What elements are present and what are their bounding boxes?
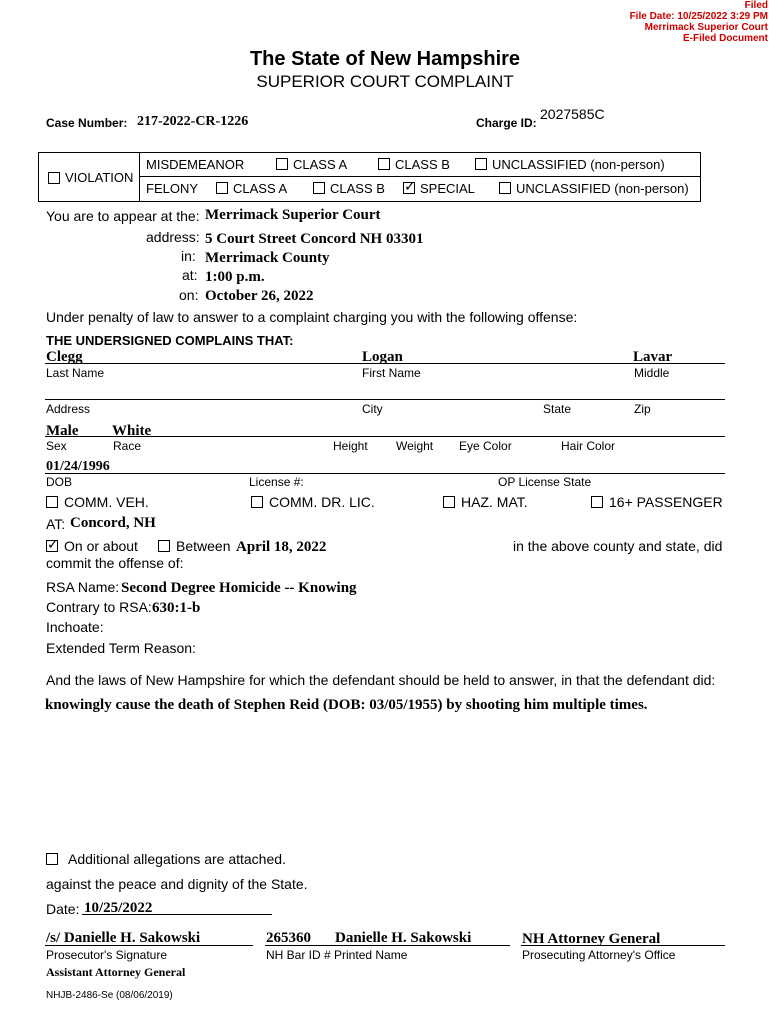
state-label: State (543, 402, 572, 416)
on-or-about-checkbox[interactable] (46, 540, 58, 552)
appear-intro: You are to appear at the: (46, 208, 200, 224)
fel-class-b-checkbox[interactable] (313, 182, 325, 194)
bar-id-value: 265360 (266, 930, 311, 946)
county-state-text: in the above county and state, did (513, 538, 723, 554)
first-name-label: First Name (362, 366, 421, 380)
commit-text: commit the offense of: (46, 555, 184, 571)
last-name-label: Last Name (46, 366, 105, 380)
bar-id-label: NH Bar ID # Printed Name (266, 948, 408, 962)
fel-class-b-label: CLASS B (330, 181, 385, 196)
rsa-name-value: Second Degree Homicide -- Knowing (121, 580, 357, 596)
middle-name-label: Middle (634, 366, 670, 380)
misd-class-a-checkbox[interactable] (276, 158, 288, 170)
office-value: NH Attorney General (522, 931, 661, 947)
fel-class-a-checkbox[interactable] (216, 182, 228, 194)
misd-unclassified-label: UNCLASSIFIED (non-person) (492, 157, 665, 172)
haz-mat-checkbox[interactable] (443, 496, 455, 508)
appear-in-label: in: (181, 248, 196, 264)
appear-on-label: on: (179, 287, 199, 303)
fel-special-label: SPECIAL (420, 181, 475, 196)
last-name-value: Clegg (46, 349, 83, 365)
misd-class-a-label: CLASS A (293, 157, 348, 172)
zip-label: Zip (634, 402, 651, 416)
filing-date: File Date: 10/25/2022 3:29 PM (629, 11, 768, 22)
sex-label: Sex (46, 439, 67, 453)
appear-address-label: address: (146, 229, 200, 245)
case-number-label: Case Number: (46, 116, 128, 130)
charge-id: 2027585C (540, 106, 605, 122)
op-license-state-label: OP License State (498, 475, 592, 489)
offense-date: April 18, 2022 (236, 539, 327, 555)
additional-allegations-label: Additional allegations are attached. (68, 851, 286, 867)
offense-description: knowingly cause the death of Stephen Reid (DOB: 03/05/1955) by shooting him multiple times. (45, 697, 648, 713)
inchoate-label: Inchoate: (46, 619, 104, 635)
dob-value: 01/24/1996 (46, 459, 110, 474)
filing-court: Merrimack Superior Court (644, 22, 768, 33)
height-label: Height (333, 439, 368, 453)
passenger-checkbox[interactable] (591, 496, 603, 508)
comm-dr-lic-label: COMM. DR. LIC. (269, 494, 375, 510)
printed-name-value: Danielle H. Sakowski (335, 930, 472, 946)
misd-class-b-label: CLASS B (395, 157, 450, 172)
violation-checkbox[interactable] (48, 172, 60, 184)
eye-color-label: Eye Color (459, 439, 512, 453)
offense-location: Concord, NH (70, 515, 156, 531)
appear-court: Merrimack Superior Court (205, 207, 381, 223)
appear-time: 1:00 p.m. (205, 269, 265, 285)
complaint-heading: THE UNDERSIGNED COMPLAINS THAT: (46, 333, 294, 348)
city-label: City (362, 402, 383, 416)
offense-at-label: AT: (46, 516, 66, 532)
on-or-about-label: On or about (64, 538, 138, 554)
penalty-text: Under penalty of law to answer to a complaint charging you with the following offense: (46, 309, 578, 325)
felony-label: FELONY (146, 181, 199, 196)
license-label: License #: (249, 475, 304, 489)
address-label: Address (46, 402, 91, 416)
filing-stamp (630, 0, 768, 44)
prosecutor-title: Assistant Attorney General (46, 965, 186, 979)
rsa-value: 630:1-b (152, 600, 201, 616)
office-label: Prosecuting Attorney's Office (522, 948, 676, 962)
fel-unclassified-label: UNCLASSIFIED (non-person) (516, 181, 689, 196)
charge-id-label: Charge ID: (476, 116, 537, 130)
appear-at-label: at: (182, 267, 198, 283)
misdemeanor-label: MISDEMEANOR (146, 157, 245, 172)
date-label: Date: (46, 901, 80, 917)
race-label: Race (113, 439, 142, 453)
misd-unclassified-checkbox[interactable] (475, 158, 487, 170)
haz-mat-label: HAZ. MAT. (461, 494, 528, 510)
between-label: Between (176, 538, 231, 554)
laws-text: And the laws of New Hampshire for which the defendant should be held to answer, in that the defendant did: (46, 672, 716, 688)
prosecutor-signature: /s/ Danielle H. Sakowski (46, 930, 201, 946)
violation-label: VIOLATION (65, 170, 134, 185)
fel-unclassified-checkbox[interactable] (499, 182, 511, 194)
comm-dr-lic-checkbox[interactable] (251, 496, 263, 508)
case-number: 217-2022-CR-1226 (137, 114, 249, 129)
fel-class-a-label: CLASS A (233, 181, 288, 196)
passenger-label: 16+ PASSENGER (609, 494, 723, 510)
page-title: The State of New Hampshire (249, 48, 521, 70)
between-checkbox[interactable] (158, 540, 170, 552)
filing-filed: Filed (744, 0, 768, 11)
appear-date: October 26, 2022 (205, 288, 314, 304)
misd-class-b-checkbox[interactable] (378, 158, 390, 170)
appear-address: 5 Court Street Concord NH 03301 (205, 231, 424, 247)
race-value: White (112, 423, 152, 439)
signature-label: Prosecutor's Signature (46, 948, 168, 962)
weight-label: Weight (396, 439, 434, 453)
comm-veh-label: COMM. VEH. (64, 494, 149, 510)
comm-veh-checkbox[interactable] (46, 496, 58, 508)
extended-label: Extended Term Reason: (46, 640, 196, 656)
peace-dignity-text: against the peace and dignity of the State. (46, 876, 308, 892)
fel-special-checkbox[interactable] (403, 182, 415, 194)
sex-value: Male (46, 423, 79, 439)
filing-efiled: E-Filed Document (682, 33, 768, 44)
rsa-name-label: RSA Name: (46, 579, 120, 595)
additional-allegations-checkbox[interactable] (46, 853, 58, 865)
date-value: 10/25/2022 (84, 900, 153, 916)
form-id: NHJB-2486-Se (08/06/2019) (46, 990, 173, 1001)
middle-name-value: Lavar (633, 349, 673, 365)
page-subtitle: SUPERIOR COURT COMPLAINT (256, 72, 514, 91)
first-name-value: Logan (362, 349, 403, 365)
hair-color-label: Hair Color (561, 439, 616, 453)
dob-label: DOB (46, 475, 73, 489)
appear-county: Merrimack County (205, 250, 330, 266)
contrary-label: Contrary to RSA: (46, 599, 152, 615)
